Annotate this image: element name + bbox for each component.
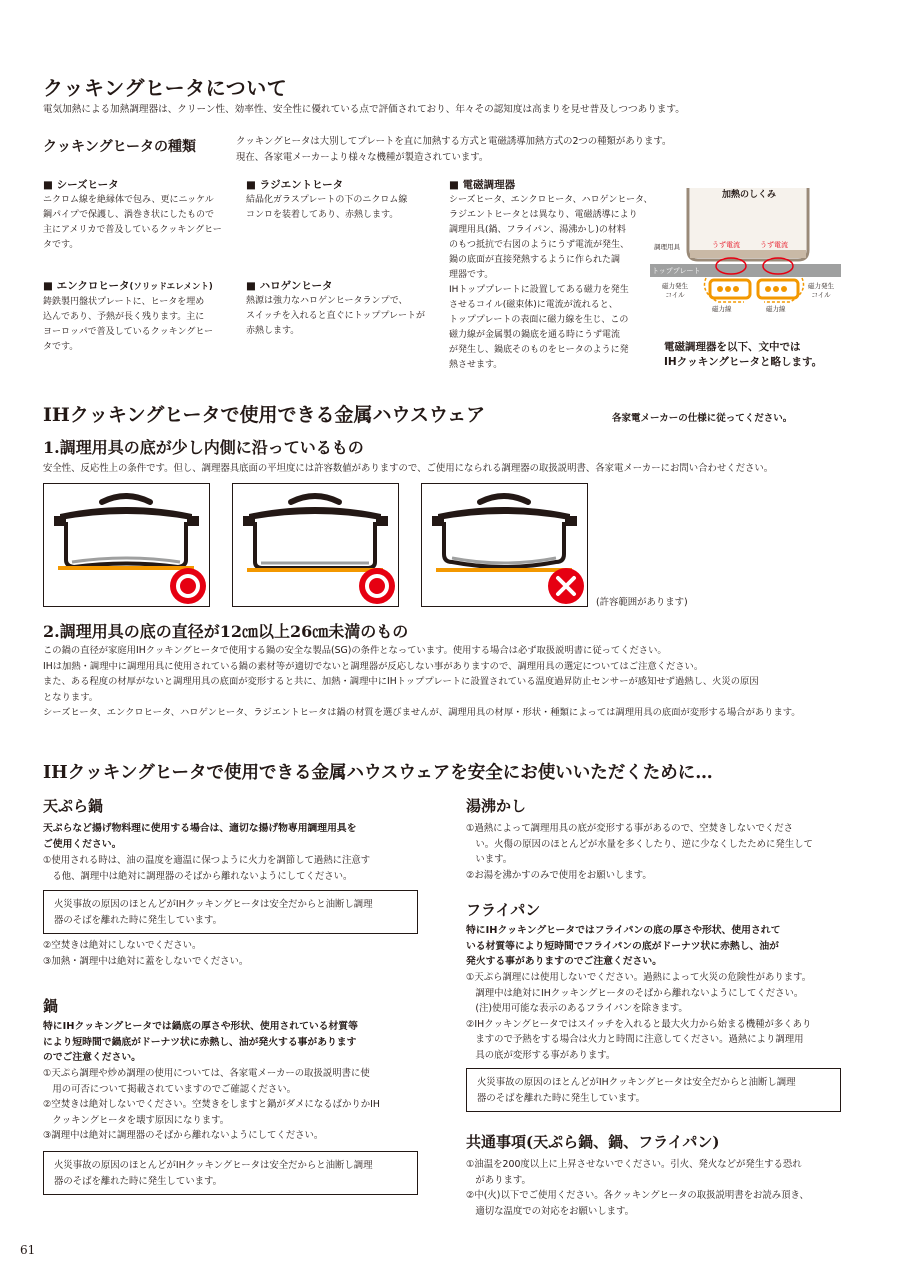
tempura-warning bbox=[43, 821, 357, 852]
pot-panel-ng bbox=[421, 483, 588, 607]
types-heading: クッキングヒータの種類 bbox=[43, 139, 197, 155]
maker-spec-note: 各家電メーカーの仕様に従ってください。 bbox=[612, 413, 793, 424]
text-line: 用の可否について掲載されていますのでご確認ください。 bbox=[43, 1083, 296, 1095]
tempura-fire-note-box bbox=[43, 890, 418, 934]
text-line: 器のそばを離れた時に発生しています。 bbox=[54, 1175, 223, 1187]
enclosed-heater-block bbox=[43, 278, 243, 355]
circle-icon bbox=[365, 574, 389, 598]
text-line: のでご注意ください。 bbox=[43, 1052, 141, 1063]
fryingpan-fire-note-box bbox=[466, 1068, 841, 1112]
label-line: 磁力発生 bbox=[662, 282, 688, 290]
text-line: います。 bbox=[466, 854, 513, 865]
text-line: 鋳鉄製円盤状プレートに、ヒータを埋め bbox=[43, 297, 205, 307]
coil-dots bbox=[717, 286, 787, 292]
text-line: 天ぷらなど揚げ物料理に使用する場合は、適切な揚げ物専用調理用具を bbox=[43, 823, 357, 834]
text-line: となります。 bbox=[43, 691, 99, 703]
label-line: コイル bbox=[665, 291, 685, 299]
text-line: シーズヒータ、エンクロヒータ、ハロゲンヒータ、ラジエントヒータは鍋の材質を選びませんが、調理用具の材厚・形状・種類によっては調理用具の底面が変形する場合があります。 bbox=[43, 707, 801, 719]
types-desc-line: クッキングヒータは大別してプレートを直に加熱する方式と電磁誘導加熱方式の2つの種類があります。 bbox=[236, 136, 672, 147]
text-line: ヨーロッパで普及しているクッキングヒー bbox=[43, 327, 214, 337]
text-line: ラジエントヒータとは異なり、電磁誘導により bbox=[449, 210, 638, 220]
text-line: のもつ抵抗で右図のようにうず電流が発生、 bbox=[449, 240, 630, 250]
item1-description: 安全性、反応性上の条件です。但し、調理器具底面の平坦度には許容数値がありますので、ご使用になられる調理器の取扱説明書、各家電メーカーにお問い合わせください。 bbox=[43, 463, 774, 474]
label-line: 磁力発生 bbox=[808, 282, 834, 290]
induction-text bbox=[449, 193, 653, 373]
tempura-item1 bbox=[43, 853, 370, 884]
types-desc-line: 現在、各家電メーカーより様々な機種が製造されています。 bbox=[236, 151, 489, 163]
halogen-heater-text bbox=[246, 294, 446, 339]
text-line: タです。 bbox=[43, 342, 79, 352]
fryingpan-heading: フライパン bbox=[466, 901, 541, 919]
text-line: スイッチを入れると直ぐにトッププレートが bbox=[246, 311, 426, 321]
text-line: クッキングヒータを壊す原因になります。 bbox=[43, 1114, 230, 1126]
fryingpan-warning bbox=[466, 923, 780, 970]
text-line: (注)使用可能な表示のあるフライパンを除きます。 bbox=[466, 1003, 688, 1014]
text-line: ②空焚きは絶対しないでください。空焚きをしますと鍋がダメになるばかりかIH bbox=[43, 1099, 380, 1110]
text-line: 火災事故の原因のほとんどがIHクッキングヒータは安全だからと油断し調理 bbox=[477, 1077, 796, 1088]
text-line: 鋼パイプで保護し、渦巻き状にしたもので bbox=[43, 210, 215, 220]
text-line: ①油温を200度以上に上昇させないでください。引火、発火などが発生する恐れ bbox=[466, 1159, 802, 1170]
text-line: 適切な温度での対応をお願いします。 bbox=[466, 1205, 635, 1217]
common-items bbox=[466, 1157, 809, 1219]
section-safety-title: IHクッキングヒータで使用できる金属ハウスウェアを安全にお使いいただくために… bbox=[43, 763, 713, 783]
text-line: が発生し、鍋底そのものをヒータのように発 bbox=[449, 345, 629, 355]
text-line: ③調理中は絶対に調理器のそばから離れないようにしてください。 bbox=[43, 1130, 324, 1141]
text-line: 調理用具(鍋、フライパン、湯沸かし)の材料 bbox=[449, 225, 626, 235]
enclosed-heater-title bbox=[43, 278, 243, 295]
text-line: シーズヒータ、エンクロヒータ、ハロゲンヒータ、 bbox=[449, 195, 653, 205]
text-line: IHトッププレートに設置してある磁力を発生 bbox=[449, 285, 629, 295]
text-line: 調理中は絶対にIHクッキングヒータのそばから離れないようにしてください。 bbox=[466, 987, 804, 999]
note-line: IHクッキングヒータと略します。 bbox=[664, 356, 823, 368]
heating-mechanism-diagram bbox=[648, 180, 843, 325]
label-coil-left bbox=[662, 282, 688, 300]
ok-mark bbox=[359, 568, 395, 604]
pot-bottom bbox=[690, 250, 806, 258]
text-line: また、ある程度の材厚がないと調理用具の底面が変形すると共に、加熱・調理中にIHトッププレートに設置されている温度過昇防止センサーが感知せず過熱し、火災の原因 bbox=[43, 676, 759, 688]
circle-icon bbox=[176, 574, 200, 598]
text-line: により短時間で鍋底がドーナツ状に赤熱し、油が発火する事があります bbox=[43, 1036, 357, 1048]
text-line: 鍋の底面が直接発熱するように作られた調 bbox=[449, 255, 621, 265]
text-line: ①天ぷら調理には使用しないでください。過熱によって火災の危険性があります。 bbox=[466, 972, 812, 983]
sheathed-heater-title: ■ シーズヒータ bbox=[43, 179, 119, 191]
pot-heading: 鍋 bbox=[43, 997, 59, 1015]
tempura-heading: 天ぷら鍋 bbox=[43, 797, 104, 815]
text-line: 熱させます。 bbox=[449, 360, 503, 370]
heating-diagram-svg bbox=[648, 180, 843, 325]
intro-text: 電気加熱による加熱調理器は、クリーン性、効率性、安全性に優れている点で評価されており、年々その認知度は高まりを見せ普及しつつあります。 bbox=[43, 104, 685, 115]
text-line: 器のそばを離れた時に発生しています。 bbox=[54, 914, 223, 926]
text-line: 熱源は強力なハロゲンヒータランプで、 bbox=[246, 296, 408, 306]
ng-mark bbox=[548, 568, 584, 604]
pot-items bbox=[43, 1066, 380, 1144]
types-description bbox=[236, 134, 671, 165]
text-line: 磁力線が金属製の鍋底を通る時にうず電流 bbox=[449, 330, 621, 340]
tempura-items2 bbox=[43, 938, 248, 969]
enclosed-title-main: ■ エンクロヒータ bbox=[43, 280, 130, 292]
cross-icon bbox=[548, 568, 584, 604]
diagram-title: 加熱のしくみ bbox=[722, 190, 777, 200]
sheathed-heater-block bbox=[43, 177, 233, 253]
pot-panel-ok-2 bbox=[232, 483, 399, 607]
sheathed-heater-text bbox=[43, 193, 233, 253]
kettle-heading: 湯沸かし bbox=[466, 797, 527, 815]
ok-mark bbox=[170, 568, 206, 604]
label-eddy-left: うず電流 bbox=[712, 241, 740, 249]
text-line: 火災事故の原因のほとんどがIHクッキングヒータは安全だからと油断し調理 bbox=[54, 899, 373, 910]
text-line: ご使用ください。 bbox=[43, 838, 122, 850]
label-top-plate: トッププレート bbox=[652, 267, 701, 275]
text-line: ①使用される時は、油の温度を適温に保つように火力を調節して過熱に注意す bbox=[43, 855, 371, 866]
label-coil-right bbox=[808, 282, 834, 300]
pot-fire-note-box bbox=[43, 1151, 418, 1195]
text-line: トッププレートの表面に磁力線を生じ、この bbox=[449, 315, 629, 325]
halogen-heater-block bbox=[246, 278, 446, 339]
text-line: 特にIHクッキングヒータではフライパンの底の厚さや形状、使用されて bbox=[466, 925, 781, 936]
kettle-items bbox=[466, 821, 813, 883]
text-line: この鍋の直径が家庭用IHクッキングヒータで使用する鍋の安全な製品(SG)の条件となっています。使用する場合は必ず取扱説明書に従ってください。 bbox=[43, 645, 667, 656]
radiant-heater-block bbox=[246, 177, 446, 223]
radiant-heater-text bbox=[246, 193, 446, 223]
text-line: ますので予熱をする場合は火力と時間に注意してください。過熱により調理用 bbox=[466, 1034, 804, 1045]
halogen-heater-title: ■ ハロゲンヒータ bbox=[246, 280, 333, 292]
text-line: ②お湯を沸かすのみで使用をお願いします。 bbox=[466, 869, 652, 881]
enclosed-heater-text bbox=[43, 295, 243, 355]
text-line: る他、調理中は絶対に調理器のそばから離れないようにしてください。 bbox=[43, 870, 353, 882]
label-line: コイル bbox=[811, 291, 831, 299]
text-line: 赤熱します。 bbox=[246, 326, 300, 336]
text-line: 器のそばを離れた時に発生しています。 bbox=[477, 1092, 646, 1104]
text-line: ①過熱によって調理用具の底が変形する事があるので、空焚きしないでくださ bbox=[466, 823, 793, 834]
note-line: 電磁調理器を以下、文中では bbox=[664, 341, 801, 353]
induction-title: ■ 電磁調理器 bbox=[449, 179, 516, 191]
text-line: 特にIHクッキングヒータでは鍋底の厚さや形状、使用されている材質等 bbox=[43, 1021, 358, 1032]
text-line: タです。 bbox=[43, 240, 79, 250]
text-line: ②中(火)以下でご使用ください。各クッキングヒータの取扱説明書をお読み頂き、 bbox=[466, 1190, 809, 1201]
item2-text bbox=[43, 643, 801, 721]
text-line: コンロを装着してあり、赤熱します。 bbox=[246, 210, 399, 220]
text-line: があります。 bbox=[466, 1174, 531, 1186]
text-line: ③加熱・調理中は絶対に蓋をしないでください。 bbox=[43, 955, 249, 967]
text-line: 具の底が変形する事があります。 bbox=[466, 1049, 616, 1061]
label-flux-right: 磁力線 bbox=[766, 305, 786, 313]
text-line: いる材質等により短時間でフライパンの底がドーナツ状に赤熱し、油が bbox=[466, 940, 779, 952]
text-line: 主にアメリカで普及しているクッキングヒー bbox=[43, 225, 222, 235]
item2-heading: 2.調理用具の底の直径が12㎝以上26㎝未満のもの bbox=[43, 622, 409, 641]
text-line: 結晶化ガラスプレートの下のニクロム線 bbox=[246, 195, 408, 205]
text-line: させるコイル(磁束体)に電流が流れると、 bbox=[449, 300, 618, 310]
section-housewares-title: IHクッキングヒータで使用できる金属ハウスウェア bbox=[43, 404, 486, 426]
pot-warning bbox=[43, 1019, 358, 1066]
pot-panel-ok-1 bbox=[43, 483, 210, 607]
label-flux-left: 磁力線 bbox=[712, 305, 732, 313]
label-cookware: 調理用具 bbox=[654, 243, 680, 251]
text-line: い。火傷の原因のほとんどが水量を多くしたり、逆に少なくしたために発生して bbox=[466, 838, 813, 850]
common-heading: 共通事項(天ぷら鍋、鍋、フライパン) bbox=[466, 1133, 720, 1151]
label-eddy-right: うず電流 bbox=[760, 241, 788, 249]
page-number: 61 bbox=[20, 1243, 36, 1257]
item1-heading: 1.調理用具の底が少し内側に沿っているもの bbox=[43, 438, 364, 457]
text-line: 発火する事がありますのでご注意ください。 bbox=[466, 956, 662, 967]
tolerance-note: (許容範囲があります) bbox=[596, 597, 688, 608]
ih-abbreviation-note bbox=[664, 340, 822, 370]
induction-block bbox=[449, 177, 653, 373]
fryingpan-items bbox=[466, 970, 811, 1063]
text-line: ②空焚きは絶対にしないでください。 bbox=[43, 940, 202, 951]
text-line: 理器です。 bbox=[449, 270, 494, 280]
text-line: IHは加熱・調理中に調理用具に使用されている鍋の素材等が適切でないと調理器が反応しない事がありますので、調理用具の選定についてはご注意ください。 bbox=[43, 660, 704, 672]
text-line: 火災事故の原因のほとんどがIHクッキングヒータは安全だからと油断し調理 bbox=[54, 1160, 373, 1171]
enclosed-title-sub: (ソリッドエレメント) bbox=[129, 282, 213, 292]
radiant-heater-title: ■ ラジエントヒータ bbox=[246, 179, 344, 191]
page-title: クッキングヒータについて bbox=[43, 76, 288, 100]
text-line: ニクロム線を絶縁体で包み、更にニッケル bbox=[43, 195, 214, 205]
text-line: 込んであり、予熱が長く残ります。主に bbox=[43, 312, 205, 322]
text-line: ②IHクッキングヒータではスイッチを入れると最大火力から始まる機種が多くあり bbox=[466, 1018, 812, 1030]
text-line: ①天ぷら調理や炒め調理の使用については、各家電メーカーの取扱説明書に使 bbox=[43, 1068, 370, 1079]
